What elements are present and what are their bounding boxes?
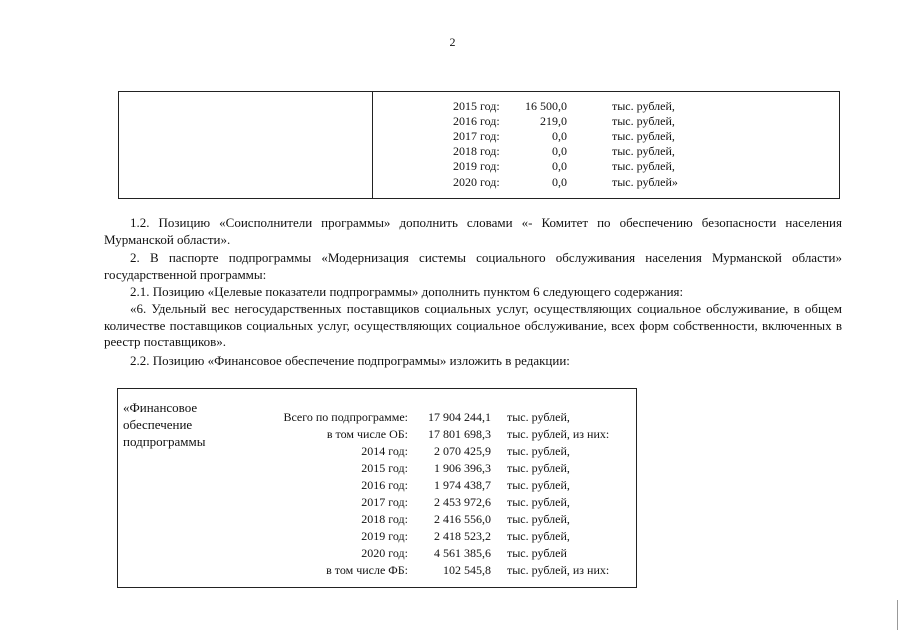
fin-row-label: 2018 год:: [361, 512, 408, 526]
fin-row-amount: 2 416 556,0: [434, 512, 491, 526]
year-label: 2018 год:: [453, 144, 500, 158]
fin-row-amount: 1 906 396,3: [434, 461, 491, 475]
paragraph-2: 2. В паспорте подпрограммы «Модернизация системы социального обслуживания населения Мурманской области» государственной программы:: [104, 250, 842, 282]
fin-row-amount: 2 453 972,6: [434, 495, 491, 509]
year-label: 2020 год:: [453, 175, 500, 189]
amount: 219,0: [540, 114, 567, 128]
fin-row-label: 2019 год:: [361, 529, 408, 543]
paragraph-1-2: 1.2. Позицию «Соисполнители программы» дополнить словами «- Комитет по обеспечению безопасности населения Мурманской области».: [104, 215, 842, 247]
amount: 0,0: [552, 129, 567, 143]
fin-row-unit: тыс. рублей, из них:: [507, 427, 610, 441]
fin-row-unit: тыс. рублей,: [507, 461, 570, 475]
fin-row-amount: 2 070 425,9: [434, 444, 491, 458]
unit: тыс. рублей,: [612, 99, 675, 113]
fin-row-label: 2020 год:: [361, 546, 408, 560]
unit: тыс. рублей,: [612, 159, 675, 173]
fin-row-label: в том числе ОБ:: [326, 427, 408, 441]
fin-row-unit: тыс. рублей,: [507, 495, 570, 509]
paragraph-2-1: 2.1. Позицию «Целевые показатели подпрограммы» дополнить пунктом 6 следующего содержания:: [130, 284, 684, 299]
fin-row-amount: 102 545,8: [443, 563, 491, 577]
unit: тыс. рублей,: [612, 114, 675, 128]
fin-row-label: 2015 год:: [361, 461, 408, 475]
fin-row-label: Всего по подпрограмме:: [283, 410, 408, 424]
fin-row-label: 2016 год:: [361, 478, 408, 492]
year-label: 2015 год:: [453, 99, 500, 113]
fin-row-amount: 17 801 698,3: [428, 427, 491, 441]
year-label: 2017 год:: [453, 129, 500, 143]
fin-row-label: 2017 год:: [361, 495, 408, 509]
fin-row-unit: тыс. рублей,: [507, 512, 570, 526]
fin-row-amount: 4 561 385,6: [434, 546, 491, 560]
amount: 0,0: [552, 175, 567, 189]
unit: тыс. рублей,: [612, 129, 675, 143]
fin-row-unit: тыс. рублей,: [507, 478, 570, 492]
financing-label-text: «Финансовое обеспечение подпрограммы: [123, 400, 206, 449]
unit: тыс. рублей,: [612, 144, 675, 158]
unit: тыс. рублей»: [612, 175, 678, 189]
amount: 0,0: [552, 144, 567, 158]
top-table-divider: [372, 91, 373, 198]
fin-row-amount: 1 974 438,7: [434, 478, 491, 492]
fin-row-label: 2014 год:: [361, 444, 408, 458]
fin-row-label: в том числе ФБ:: [326, 563, 408, 577]
fin-row-unit: тыс. рублей,: [507, 410, 570, 424]
paragraph-2-2: 2.2. Позицию «Финансовое обеспечение подпрограммы» изложить в редакции:: [130, 353, 570, 368]
amount: 0,0: [552, 159, 567, 173]
fin-row-unit: тыс. рублей,: [507, 444, 570, 458]
fin-row-amount: 2 418 523,2: [434, 529, 491, 543]
paragraph-item-6: «6. Удельный вес негосударственных поставщиков социальных услуг, осуществляющих социальное обслуживание, в общем количестве поставщиков социальных услуг, осуществляющих социальное обслуживание, всех форм собственности, включенных в реестр поставщиков».: [104, 301, 842, 349]
financing-label: [123, 399, 233, 450]
fin-row-unit: тыс. рублей: [507, 546, 567, 560]
scan-edge-mark: [897, 600, 898, 630]
year-label: 2016 год:: [453, 114, 500, 128]
fin-row-unit: тыс. рублей, из них:: [507, 563, 610, 577]
amount: 16 500,0: [525, 99, 567, 113]
page-number: 2: [449, 35, 456, 49]
fin-row-amount: 17 904 244,1: [428, 410, 491, 424]
fin-row-unit: тыс. рублей,: [507, 529, 570, 543]
year-label: 2019 год:: [453, 159, 500, 173]
